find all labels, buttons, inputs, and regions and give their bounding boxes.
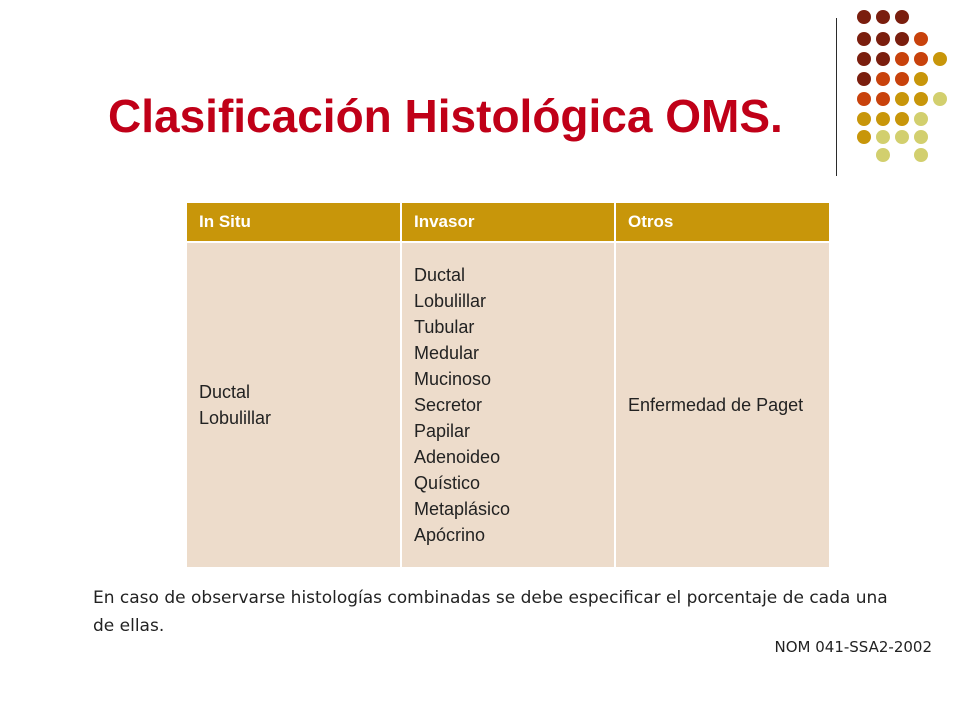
- decorative-dot: [933, 92, 947, 106]
- decorative-dot: [857, 130, 871, 144]
- decorative-dot-grid: [850, 10, 950, 160]
- decorative-dot: [914, 112, 928, 126]
- reference-citation: NOM 041-SSA2-2002: [774, 638, 932, 656]
- decorative-dot: [857, 72, 871, 86]
- decorative-dot: [895, 130, 909, 144]
- decorative-dot: [914, 148, 928, 162]
- decorative-dot: [914, 92, 928, 106]
- decorative-dot: [914, 52, 928, 66]
- cell-item: Apócrino: [414, 525, 486, 545]
- cell-item: Enfermedad de Paget: [628, 395, 804, 415]
- decorative-divider: [836, 18, 837, 176]
- cell-item: Lobulillar: [199, 408, 272, 428]
- cell-item: Lobulillar: [414, 291, 487, 311]
- decorative-dot: [876, 72, 890, 86]
- cell-item: Medular: [414, 343, 480, 363]
- decorative-dot: [895, 10, 909, 24]
- cell-item: Adenoideo: [414, 447, 501, 467]
- decorative-dot: [895, 52, 909, 66]
- decorative-dot: [914, 130, 928, 144]
- cell-invasor: [401, 242, 615, 567]
- decorative-dot: [914, 32, 928, 46]
- decorative-dot: [857, 32, 871, 46]
- cell-in-situ: [187, 242, 401, 567]
- cell-otros: [615, 242, 829, 567]
- slide-title: Clasificación Histológica OMS.: [108, 90, 783, 142]
- decorative-dot: [857, 92, 871, 106]
- decorative-dot: [895, 92, 909, 106]
- column-header-otros: Otros: [615, 203, 829, 242]
- table-row: [187, 242, 829, 567]
- classification-table: [187, 203, 829, 567]
- table-header-row: [187, 203, 829, 242]
- cell-item: Mucinoso: [414, 369, 492, 389]
- decorative-dot: [914, 72, 928, 86]
- decorative-dot: [857, 10, 871, 24]
- decorative-dot: [857, 52, 871, 66]
- decorative-dot: [876, 148, 890, 162]
- footnote-text: En caso de observarse histologías combinadas se debe especificar el porcentaje de cada una de ellas.: [93, 588, 888, 636]
- decorative-dot: [933, 52, 947, 66]
- cell-item: Secretor: [414, 395, 483, 415]
- cell-item: Ductal: [414, 265, 466, 285]
- decorative-dot: [857, 112, 871, 126]
- cell-item: Metaplásico: [414, 499, 511, 519]
- column-header-in-situ: In Situ: [187, 203, 401, 242]
- cell-item: Ductal: [199, 382, 251, 402]
- cell-item: Papilar: [414, 421, 471, 441]
- decorative-dot: [876, 130, 890, 144]
- decorative-dot: [895, 112, 909, 126]
- cell-item: Tubular: [414, 317, 475, 337]
- cell-item: Quístico: [414, 473, 481, 493]
- decorative-dot: [876, 10, 890, 24]
- column-header-invasor: Invasor: [401, 203, 615, 242]
- decorative-dot: [895, 72, 909, 86]
- decorative-dot: [876, 52, 890, 66]
- decorative-dot: [876, 112, 890, 126]
- decorative-dot: [876, 92, 890, 106]
- decorative-dot: [895, 32, 909, 46]
- decorative-dot: [876, 32, 890, 46]
